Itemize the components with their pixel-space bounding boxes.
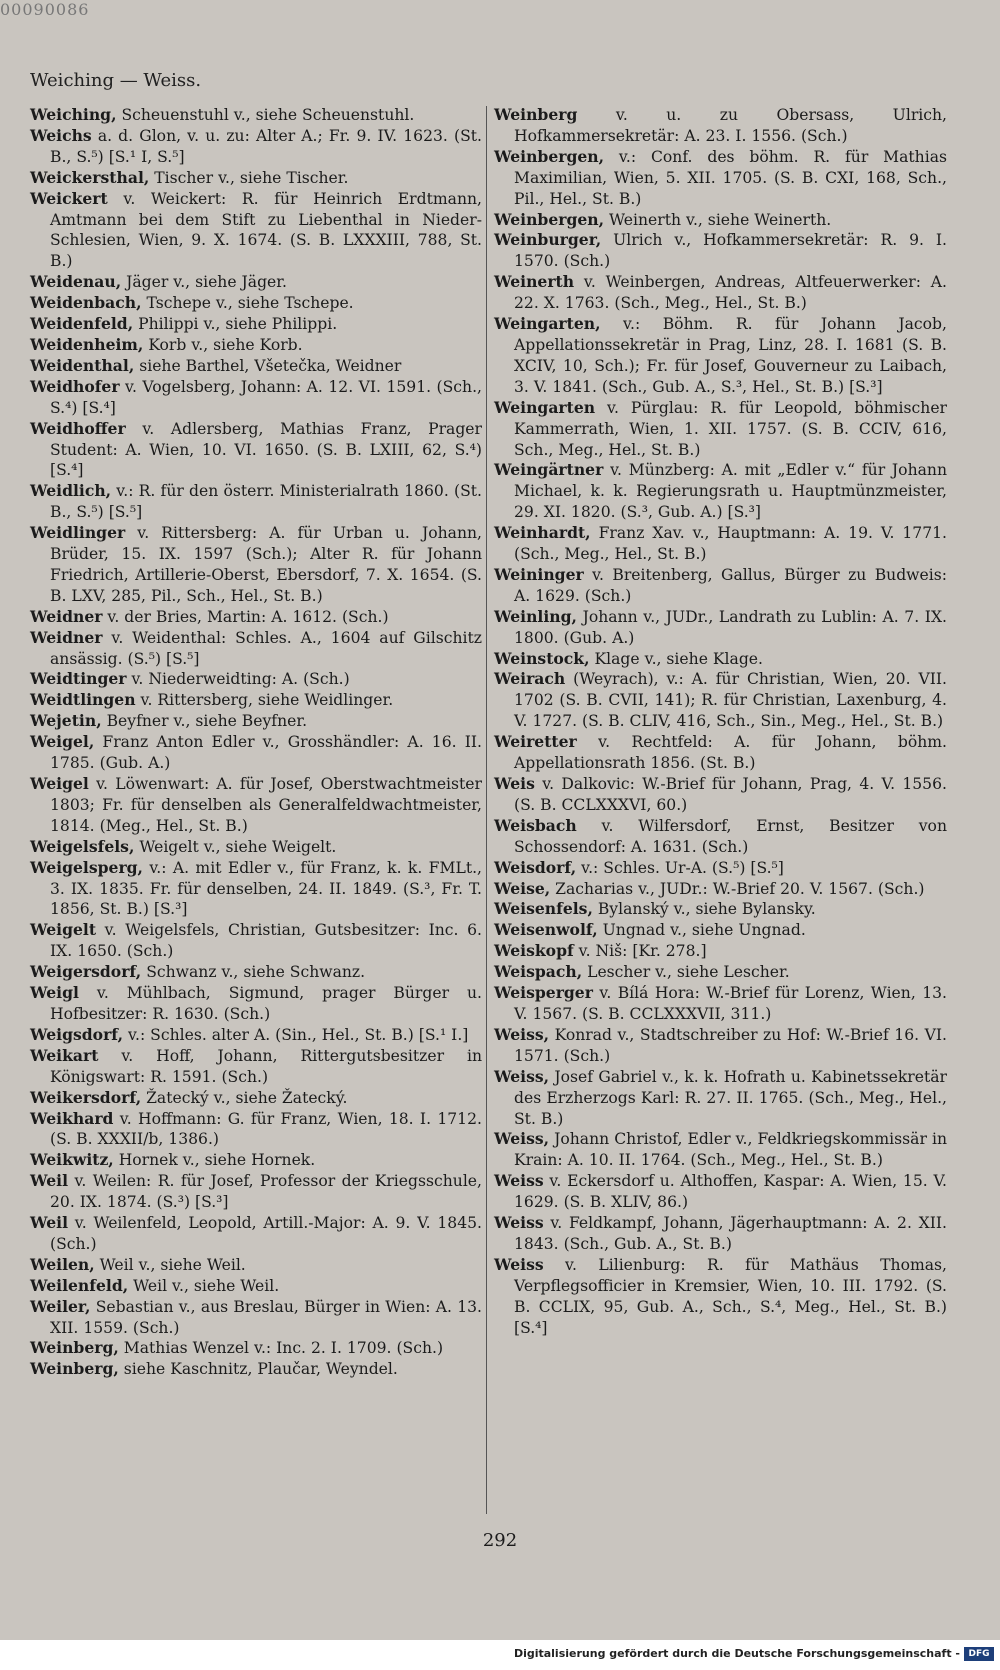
entry-text: Josef Gabriel v., k. k. Hofrath u. Kabinetssekretär des Erzherzogs Karl: R. 27. II. 1765. (Sch., Meg., Hel., St. B.) xyxy=(514,1067,947,1128)
entry-headword: Weinberg, xyxy=(30,1359,119,1379)
entry-headword: Weingarten xyxy=(494,397,596,417)
entry-headword: Weikhard xyxy=(30,1108,114,1128)
entry-headword: Weikwitz, xyxy=(30,1150,114,1170)
dictionary-entry xyxy=(30,189,482,273)
entry-headword: Weigersdorf, xyxy=(30,962,142,982)
entry-headword: Weise, xyxy=(494,878,551,898)
dictionary-entry xyxy=(494,669,947,732)
entry-headword: Weiss, xyxy=(494,1129,550,1149)
dictionary-entry xyxy=(30,669,482,690)
entry-text: v. Rittersberg, siehe Weidlinger. xyxy=(135,691,394,710)
dictionary-entry xyxy=(494,899,947,920)
entry-text: Tschepe v., siehe Tschepe. xyxy=(141,294,354,313)
dfg-logo: DFG xyxy=(964,1647,994,1661)
dictionary-entry xyxy=(30,1171,482,1213)
dictionary-entry xyxy=(494,649,947,670)
dictionary-entry xyxy=(494,607,947,649)
dictionary-entry xyxy=(494,962,947,983)
dictionary-entry xyxy=(494,210,947,231)
entry-text: v. Adlersberg, Mathias Franz, Prager Student: A. Wien, 10. VI. 1650. (S. B. LXIII, 62, S.⁴) [S.⁴] xyxy=(50,419,482,480)
entry-text: v. Dalkovic: W.-Brief für Johann, Prag, 4. V. 1556. (S. B. CCLXXXVI, 60.) xyxy=(514,775,947,814)
entry-text: v. Niš: [Kr. 278.] xyxy=(573,942,707,961)
entry-text: Franz Anton Edler v., Grosshändler: A. 16. II. 1785. (Gub. A.) xyxy=(50,733,482,773)
entry-headword: Weidner xyxy=(30,606,103,626)
entry-headword: Weisenwolf, xyxy=(494,920,598,940)
entry-text: v. Weickert: R. für Heinrich Erdtmann, Amtmann bei dem Stift zu Liebenthal in Nieder-Schlesien, Wien, 9. X. 1674. (S. B. LXXXIII, 788, St. B.) xyxy=(50,189,482,271)
right-column xyxy=(494,105,947,1338)
entry-headword: Weinerth xyxy=(494,272,575,292)
entry-headword: Weinburger, xyxy=(494,230,602,250)
entry-text: Mathias Wenzel v.: Inc. 2. I. 1709. (Sch.) xyxy=(118,1339,444,1358)
dictionary-entry xyxy=(494,774,947,816)
entry-text: v. Eckersdorf u. Althoffen, Kaspar: A. Wien, 15. V. 1629. (S. B. XLIV, 86.) xyxy=(514,1172,947,1212)
entry-text: Lescher v., siehe Lescher. xyxy=(582,963,790,982)
dictionary-entry xyxy=(30,105,482,126)
entry-headword: Weidenheim, xyxy=(30,334,144,354)
entry-text: Hornek v., siehe Hornek. xyxy=(113,1151,316,1170)
dictionary-entry xyxy=(30,1025,482,1046)
entry-text: (Weyrach), v.: A. für Christian, Wien, 20. VII. 1702 (S. B. CVII, 141); R. für Christian, Laxenburg, 4. V. 1727. (S. B. CLIV, 416, Sch., Sin., Meg., Hel., St. B.) xyxy=(514,670,947,731)
dictionary-entry xyxy=(30,335,482,356)
entry-text: v.: A. mit Edler v., für Franz, k. k. FMLt., 3. IX. 1835. Fr. für denselben, 24. II. 1849. (S.³, Fr. T. 1856, St. B.) [S.³] xyxy=(50,858,482,919)
entry-text: Sebastian v., aus Breslau, Bürger in Wien: A. 13. XII. 1559. (Sch.) xyxy=(50,1297,482,1337)
entry-text: v. Mühlbach, Sigmund, prager Bürger u. Hofbesitzer: R. 1630. (Sch.) xyxy=(50,984,482,1023)
dictionary-entry xyxy=(30,983,482,1025)
entry-headword: Weis xyxy=(494,774,535,793)
entry-headword: Weisbach xyxy=(494,815,577,835)
entry-text: Klage v., siehe Klage. xyxy=(589,649,763,668)
dictionary-entry xyxy=(494,983,947,1025)
entry-headword: Weigel, xyxy=(30,732,95,752)
dictionary-entry xyxy=(30,126,482,168)
dictionary-entry xyxy=(30,1338,482,1359)
entry-headword: Weigsdorf, xyxy=(30,1024,124,1044)
entry-headword: Weichs xyxy=(30,125,92,145)
entry-text: v.: Schles. alter A. (Sin., Hel., St. B.) [S.¹ I.] xyxy=(123,1025,469,1044)
dictionary-entry xyxy=(494,816,947,858)
entry-headword: Weilen, xyxy=(30,1254,95,1274)
entry-headword: Wejetin, xyxy=(30,711,102,731)
entry-text: Ulrich v., Hofkammersekretär: R. 9. I. 1570. (Sch.) xyxy=(514,231,947,271)
dictionary-entry xyxy=(494,858,947,879)
entry-headword: Weiss xyxy=(494,1213,544,1233)
dictionary-entry xyxy=(30,690,482,711)
entry-text: v. der Bries, Martin: A. 1612. (Sch.) xyxy=(102,607,389,626)
dictionary-entry xyxy=(30,1213,482,1255)
entry-headword: Weinberg, xyxy=(30,1338,119,1358)
entry-text: a. d. Glon, v. u. zu: Alter A.; Fr. 9. IV. 1623. (St. B., S.⁵) [S.¹ I, S.⁵] xyxy=(50,126,482,166)
entry-headword: Weisdorf, xyxy=(494,857,577,877)
dictionary-entry xyxy=(494,1129,947,1171)
entry-text: Weigelt v., siehe Weigelt. xyxy=(134,837,337,856)
entry-headword: Weiss, xyxy=(494,1024,550,1044)
dictionary-entry xyxy=(494,230,947,272)
entry-text: v.: Böhm. R. für Johann Jacob, Appellationssekretär in Prag, Linz, 28. I. 1681 (S. B. XCIV, 10, Sch.); Fr. für Josef, Gouverneur zu Laibach, 3. V. 1841. (Sch., Gub. A., S.³, Hel., St. B.) [S.³] xyxy=(514,315,947,396)
entry-headword: Weigel xyxy=(30,774,89,793)
entry-headword: Weidhoffer xyxy=(30,418,126,438)
entry-headword: Weinling, xyxy=(494,606,577,626)
entry-text: Bylanský v., siehe Bylansky. xyxy=(592,900,816,919)
dictionary-entry xyxy=(30,774,482,837)
dictionary-entry xyxy=(30,1297,482,1339)
dictionary-entry xyxy=(30,272,482,293)
entry-headword: Weilenfeld, xyxy=(30,1275,129,1295)
entry-text: v. Pürglau: R. für Leopold, böhmischer Kammerrath, Wien, 1. XII. 1757. (S. B. CCIV, 616, Sch., Meg., Hel., St. B.) xyxy=(514,398,947,459)
dictionary-entry xyxy=(494,1213,947,1255)
left-column xyxy=(30,105,482,1380)
dictionary-entry xyxy=(494,565,947,607)
dictionary-entry xyxy=(30,1150,482,1171)
entry-headword: Weinbergen, xyxy=(494,146,605,166)
entry-headword: Weigelsperg, xyxy=(30,857,143,877)
entry-headword: Weickert xyxy=(30,188,108,208)
entry-text: v. Löwenwart: A. für Josef, Oberstwachtmeister 1803; Fr. für denselben als Generalfeldwachtmeister, 1814. (Meg., Hel., St. B.) xyxy=(50,775,482,835)
page-header: Weiching — Weiss. xyxy=(30,70,202,91)
entry-text: Schwanz v., siehe Schwanz. xyxy=(141,963,366,982)
dictionary-entry xyxy=(30,1359,482,1380)
entry-headword: Weinstock, xyxy=(494,648,590,668)
entry-text: Žatecký v., siehe Žatecký. xyxy=(141,1088,348,1107)
entry-headword: Weidlich, xyxy=(30,481,112,501)
dictionary-entry xyxy=(30,1088,482,1109)
scan-stamp: 00090086 xyxy=(0,0,90,19)
entry-text: Korb v., siehe Korb. xyxy=(143,335,303,354)
entry-headword: Weidenfeld, xyxy=(30,314,134,334)
dictionary-entry xyxy=(494,523,947,565)
dictionary-entry xyxy=(494,105,947,147)
entry-headword: Weidenthal, xyxy=(30,355,135,375)
dictionary-entry xyxy=(30,481,482,523)
entry-text: Johann Christof, Edler v., Feldkriegskommissär in Krain: A. 10. II. 1764. (Sch., Meg., Hel., St. B.) xyxy=(514,1130,947,1170)
dictionary-entry xyxy=(30,314,482,335)
entry-text: v.: R. für den österr. Ministerialrath 1860. (St. B., S.⁵) [S.⁵] xyxy=(50,482,482,522)
entry-headword: Weinhardt, xyxy=(494,523,591,543)
page-number: 292 xyxy=(482,1530,518,1551)
dictionary-entry xyxy=(494,879,947,900)
entry-text: v. Lilienburg: R. für Mathäus Thomas, Verpflegsofficier in Kremsier, Wien, 10. III. 1792. (S. B. CCLIX, 95, Gub. A., Sch., S.⁴, Meg., Hel., St. B.) [S.⁴] xyxy=(514,1255,947,1337)
dictionary-entry xyxy=(494,920,947,941)
entry-headword: Weingarten, xyxy=(494,314,601,334)
entry-text: v. Hoffmann: G. für Franz, Wien, 18. I. 1712. (S. B. XXXII/b, 1386.) xyxy=(50,1109,482,1149)
dictionary-entry xyxy=(494,1067,947,1130)
entry-headword: Weidlinger xyxy=(30,523,126,543)
entry-headword: Weickersthal, xyxy=(30,167,150,187)
dictionary-entry xyxy=(30,1276,482,1297)
entry-headword: Weiss xyxy=(494,1254,544,1274)
dictionary-entry xyxy=(494,732,947,774)
entry-text: v. Rechtfeld: A. für Johann, böhm. Appellationsrath 1856. (St. B.) xyxy=(514,733,947,773)
entry-text: Jäger v., siehe Jäger. xyxy=(121,273,287,292)
entry-headword: Weiretter xyxy=(494,732,577,752)
entry-text: Philippi v., siehe Philippi. xyxy=(133,315,338,334)
entry-headword: Weidtlingen xyxy=(30,690,136,710)
entry-headword: Weidenbach, xyxy=(30,293,142,313)
dictionary-entry xyxy=(494,1025,947,1067)
entry-text: v. Breitenberg, Gallus, Bürger zu Budweis: A. 1629. (Sch.) xyxy=(514,565,947,605)
entry-text: v. Feldkampf, Johann, Jägerhauptmann: A. 2. XII. 1843. (Sch., Gub. A., St. B.) xyxy=(514,1214,947,1253)
entry-text: v. Hoff, Johann, Rittergutsbesitzer in Königswart: R. 1591. (Sch.) xyxy=(50,1046,482,1086)
entry-headword: Weisperger xyxy=(494,983,593,1003)
dictionary-entry xyxy=(30,1046,482,1088)
entry-headword: Weingärtner xyxy=(494,460,604,480)
entry-text: v. Rittersberg: A. für Urban u. Johann, Brüder, 15. IX. 1597 (Sch.); Alter R. für Johann Friedrich, Artillerie-Oberst, Ebersdorf, 7. X. 1654. (S. B. LXV, 285, Pil., Sch., Hel., St. B.) xyxy=(50,524,482,605)
entry-text: v. Weidenthal: Schles. A., 1604 auf Gilschitz ansässig. (S.⁵) [S.⁵] xyxy=(50,628,482,668)
dictionary-entry xyxy=(494,398,947,461)
dictionary-entry xyxy=(30,837,482,858)
dictionary-entry xyxy=(494,272,947,314)
dictionary-entry xyxy=(494,147,947,210)
entry-headword: Weinberg xyxy=(494,105,578,124)
entry-text: Weinerth v., siehe Weinerth. xyxy=(604,210,832,229)
entry-headword: Weirach xyxy=(494,669,566,689)
dictionary-entry xyxy=(494,1171,947,1213)
entry-headword: Weikart xyxy=(30,1045,99,1065)
column-divider xyxy=(486,106,487,1514)
entry-headword: Weigelsfels, xyxy=(30,836,135,856)
entry-headword: Weinbergen, xyxy=(494,209,605,229)
entry-headword: Weigl xyxy=(30,983,79,1003)
dictionary-entry xyxy=(30,920,482,962)
entry-headword: Weil xyxy=(30,1171,69,1191)
entry-headword: Weidhofer xyxy=(30,376,120,396)
dictionary-entry xyxy=(494,941,947,962)
entry-headword: Weiss, xyxy=(494,1066,550,1086)
entry-text: v. Wilfersdorf, Ernst, Besitzer von Schossendorf: A. 1631. (Sch.) xyxy=(514,816,947,856)
footer-credit: Digitalisierung gefördert durch die Deutsche Forschungsgemeinschaft - xyxy=(513,1647,960,1660)
dictionary-entry xyxy=(30,732,482,774)
entry-text: v. Weilenfeld, Leopold, Artill.-Major: A. 9. V. 1845. (Sch.) xyxy=(50,1214,482,1253)
dictionary-entry xyxy=(494,314,947,398)
dictionary-entry xyxy=(30,711,482,732)
entry-text: v. Weilen: R. für Josef, Professor der Kriegsschule, 20. IX. 1874. (S.³) [S.³] xyxy=(50,1172,482,1212)
entry-headword: Weiss xyxy=(494,1171,544,1191)
entry-text: v. Vogelsberg, Johann: A. 12. VI. 1591. (Sch., S.⁴) [S.⁴] xyxy=(50,377,482,417)
entry-text: Weil v., siehe Weil. xyxy=(94,1255,246,1274)
dictionary-entry xyxy=(30,962,482,983)
entry-text: Beyfner v., siehe Beyfner. xyxy=(101,712,308,731)
dictionary-entry xyxy=(30,356,482,377)
entry-text: v. Weigelsfels, Christian, Gutsbesitzer: Inc. 6. IX. 1650. (Sch.) xyxy=(50,921,482,961)
entry-text: Konrad v., Stadtschreiber zu Hof: W.-Brief 16. VI. 1571. (Sch.) xyxy=(514,1025,947,1065)
dictionary-entry xyxy=(30,607,482,628)
entry-headword: Weiler, xyxy=(30,1296,91,1316)
footer-bar xyxy=(0,1640,1000,1670)
entry-headword: Weininger xyxy=(494,564,584,584)
entry-text: v. Münzberg: A. mit „Edler v.“ für Johann Michael, k. k. Regierungsrath u. Hauptmünzmeister, 29. XI. 1820. (S.³, Gub. A.) [S.³] xyxy=(514,461,947,522)
entry-text: v. Bílá Hora: W.-Brief für Lorenz, Wien, 13. V. 1567. (S. B. CCLXXXVII, 311.) xyxy=(514,984,947,1023)
entry-headword: Weidenau, xyxy=(30,272,122,292)
entry-text: v.: Conf. des böhm. R. für Mathias Maximilian, Wien, 5. XII. 1705. (S. B. CXI, 168, Sch., Pil., Hel., St. B.) xyxy=(514,147,947,208)
entry-text: siehe Barthel, Všetečka, Weidner xyxy=(134,356,402,375)
entry-headword: Weiching, xyxy=(30,105,117,124)
dictionary-entry xyxy=(30,377,482,419)
entry-headword: Weidtinger xyxy=(30,669,127,689)
entry-headword: Weispach, xyxy=(494,962,583,982)
entry-text: Zacharias v., JUDr.: W.-Brief 20. V. 1567. (Sch.) xyxy=(550,879,925,898)
entry-text: Johann v., JUDr., Landrath zu Lublin: A. 7. IX. 1800. (Gub. A.) xyxy=(514,607,947,647)
dictionary-entry xyxy=(30,523,482,607)
dictionary-entry xyxy=(30,419,482,482)
entry-text: v.: Schles. Ur-A. (S.⁵) [S.⁵] xyxy=(576,858,784,877)
entry-headword: Weisenfels, xyxy=(494,899,593,919)
entry-text: siehe Kaschnitz, Plaučar, Weyndel. xyxy=(118,1360,398,1379)
dictionary-entry xyxy=(30,293,482,314)
entry-text: v. Niederweidting: A. (Sch.) xyxy=(126,670,350,689)
entry-headword: Weil xyxy=(30,1213,69,1233)
entry-headword: Weiskopf xyxy=(494,941,574,961)
dictionary-entry xyxy=(30,1255,482,1276)
entry-text: Tischer v., siehe Tischer. xyxy=(149,168,349,187)
entry-text: Scheuenstuhl v., siehe Scheuenstuhl. xyxy=(116,106,415,124)
entry-text: v. Weinbergen, Andreas, Altfeuerwerker: A. 22. X. 1763. (Sch., Meg., Hel., St. B.) xyxy=(514,273,947,313)
entry-text: v. u. zu Obersass, Ulrich, Hofkammersekretär: A. 23. I. 1556. (Sch.) xyxy=(514,106,947,145)
entry-text: Ungnad v., siehe Ungnad. xyxy=(597,921,806,940)
entry-headword: Weikersdorf, xyxy=(30,1087,142,1107)
dictionary-entry xyxy=(30,168,482,189)
entry-text: Franz Xav. v., Hauptmann: A. 19. V. 1771. (Sch., Meg., Hel., St. B.) xyxy=(514,524,947,564)
entry-headword: Weigelt xyxy=(30,920,97,940)
entry-headword: Weidner xyxy=(30,627,103,647)
dictionary-entry xyxy=(30,858,482,921)
dictionary-entry xyxy=(494,1255,947,1339)
entry-text: Weil v., siehe Weil. xyxy=(128,1276,280,1295)
dictionary-entry xyxy=(494,460,947,523)
dictionary-entry xyxy=(30,1109,482,1151)
dictionary-entry xyxy=(30,628,482,670)
